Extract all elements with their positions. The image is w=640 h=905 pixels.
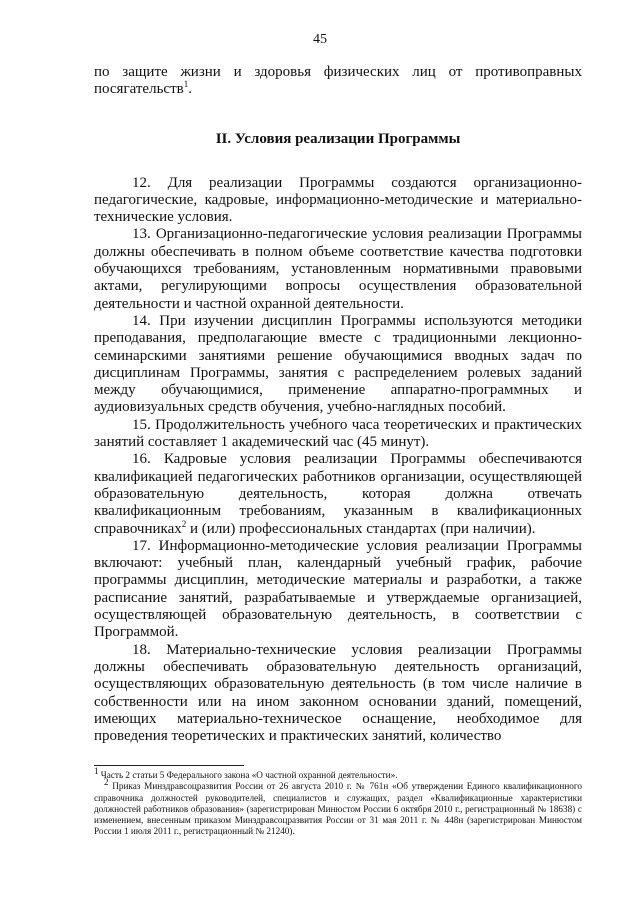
continuation-paragraph (94, 64, 582, 99)
paragraph-16-text-end: и (или) профессиональных стандартах (при наличии). (186, 520, 536, 537)
section-heading: II. Условия реализации Программы (215, 130, 461, 147)
paragraph-16-text: 16. Кадровые условия реализации Программы обеспечиваются квалификацией педагогических работников организации, осуществляющей образовательную деятельность, которая должна отвечать квалификационным требованиям, указанным в квалификационных справочниках (94, 451, 582, 537)
footnote-text: Часть 2 статьи 5 Федерального закона «О частной охранной деятельности». (98, 770, 398, 780)
footnote-1 (94, 765, 582, 781)
paragraph-18: 18. Материально-технические условия реализации Программы должны обеспечивать образовательную деятельность организаций, осуществляющих образовательную деятельность (в том числе наличие в собственности или на ином законном основании зданий, помещений, имеющих материально-техническое оснащение, необходимое для проведения теоретических и практических занятий, количество (94, 641, 582, 745)
footnote-2 (94, 777, 582, 837)
footnote-ref-2: 2 (181, 518, 187, 529)
paragraph-15: 15. Продолжительность учебного часа теоретических и практических занятий составляет 1 академический час (45 минут). (94, 416, 582, 451)
continuation-end: . (188, 81, 192, 98)
paragraph-14: 14. При изучении дисциплин Программы используются методики преподавания, предполагающие вместе с традиционными лекционно-семинарскими занятиями решение обучающимися вводных задач по дисциплинам Программы, занятия с распределением ролевых заданий между обучающимися, применение аппаратно-программных и аудиовизуальных средств обучения, учебно-наглядных пособий. (94, 312, 582, 416)
footnote-ref-1: 1 (183, 79, 189, 90)
footnote-divider (94, 765, 244, 766)
footnote-mark: 2 (104, 777, 109, 788)
footnote-text: Приказ Минздравсоцразвития России от 26 августа 2010 г. № 761н «Об утверждении Единого квалификационного справочника должностей руководителей, специалистов и служащих, раздел «Квалификационные характеристики должностей работников образования» (зарегистрирован Минюстом России 6 октября 2010 г., регистрационный № 18638) с изменением, внесенным приказом Минздравсоцразвития России от 31 мая 2011 г. № 448н (зарегистрирован Минюстом России 1 июля 2011 г., регистрационный № 21240). (94, 781, 582, 837)
paragraph-16 (94, 451, 582, 537)
paragraph-13: 13. Организационно-педагогические условия реализации Программы должны обеспечивать в полном объеме соответствие качества подготовки обучающихся требованиям, установленным нормативными правовыми актами, регулирующими вопросы осуществления образовательной деятельности и частной охранной деятельности. (94, 226, 582, 312)
footnote-mark: 1 (94, 765, 99, 776)
document-body (94, 64, 582, 745)
page-number: 45 (313, 32, 327, 47)
paragraph-12: 12. Для реализации Программы создаются организационно-педагогические, кадровые, информационно-методические и материально-технические условия. (94, 174, 582, 226)
continuation-text: по защите жизни и здоровья физических лиц от противоправных посягательств (94, 64, 582, 98)
footnotes (94, 765, 582, 838)
paragraph-17: 17. Информационно-методические условия реализации Программы включают: учебный план, календарный учебный график, рабочие программы дисциплин, методические материалы и разработки, а также расписание занятий, разрабатываемые и утверждаемые организацией, осуществляющей образовательную деятельность, в соответствии с Программой. (94, 537, 582, 641)
